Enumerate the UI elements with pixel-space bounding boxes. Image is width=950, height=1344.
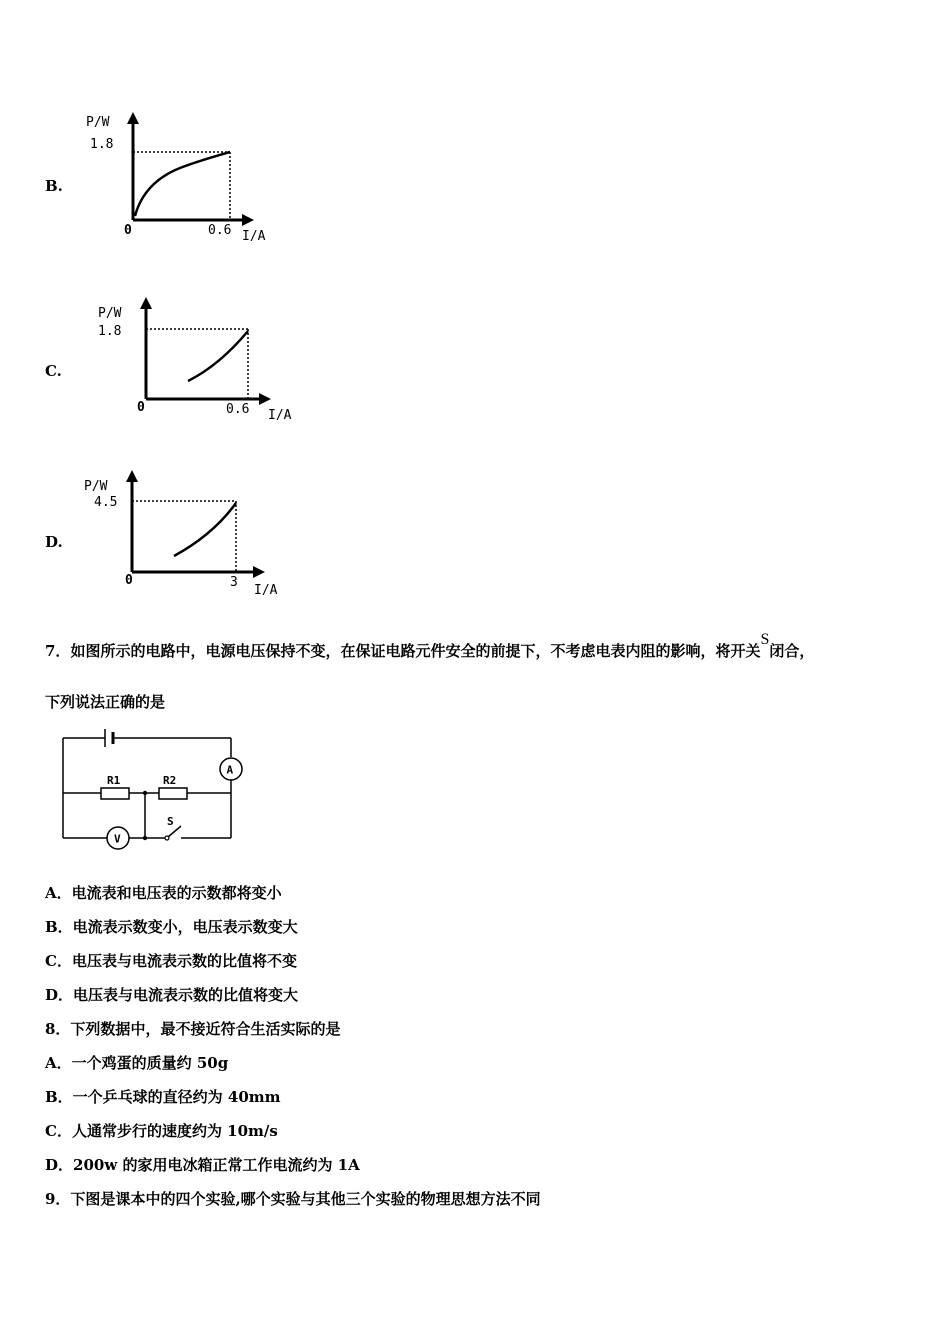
circuit-diagram: [55, 725, 255, 855]
graph-b-origin: 0: [124, 223, 132, 238]
r1-label: R1: [107, 774, 121, 787]
q8-option-d: D．200w 的家用电冰箱正常工作电流约为 1A: [45, 1156, 360, 1174]
q7-option-b: B．电流表示数变小，电压表示数变大: [45, 918, 298, 936]
graph-d-origin: 0: [125, 573, 133, 588]
resistor-r2: [159, 788, 187, 799]
q8-option-b: B．一个乒乓球的直径约为 40mm: [45, 1088, 281, 1106]
option-d-label: D.: [45, 533, 63, 551]
graph-b-y-arrow: [127, 112, 139, 124]
graph-c-x-arrow: [259, 393, 271, 405]
graph-c-curve: [188, 331, 248, 381]
graph-b-xlabel: I/A: [242, 229, 266, 244]
graph-b-ylabel: P/W: [86, 115, 110, 130]
graph-b-xmax: 0.6: [208, 223, 232, 238]
q7-option-c: C．电压表与电流表示数的比值将不变: [45, 952, 297, 970]
graph-c-xlabel: I/A: [268, 408, 292, 423]
graph-c-origin: 0: [137, 400, 145, 415]
graph-d-ylabel: P/W: [84, 479, 108, 494]
ammeter-label: A: [226, 763, 234, 777]
q9-stem: 9．下图是课本中的四个实验,哪个实验与其他三个实验的物理思想方法不同: [45, 1190, 541, 1208]
q7-number: 7．: [45, 642, 71, 660]
graph-b: [80, 108, 280, 248]
graph-d-ymax: 4.5: [94, 495, 118, 510]
graph-d-xlabel: I/A: [254, 583, 278, 598]
graph-c-y-arrow: [140, 297, 152, 309]
q7-switch-symbol: S: [760, 631, 770, 648]
q7-stem-part2: 闭合，: [769, 642, 815, 660]
option-b-label: B.: [45, 177, 63, 195]
resistor-r1: [101, 788, 129, 799]
graph-b-curve: [135, 152, 230, 216]
q7-option-d: D．电压表与电流表示数的比值将变大: [45, 986, 299, 1004]
graph-d-curve: [174, 503, 236, 556]
graph-d: [78, 468, 288, 603]
graph-d-xmax: 3: [230, 575, 238, 590]
graph-b-ymax: 1.8: [90, 137, 114, 152]
graph-b-x-arrow: [242, 214, 254, 226]
graph-c-ymax: 1.8: [98, 324, 122, 339]
voltmeter-label: V: [114, 832, 121, 846]
q7-option-a: A．电流表和电压表的示数都将变小: [45, 884, 282, 902]
q7-stem-line2: 下列说法正确的是: [45, 693, 166, 711]
switch-label: S: [167, 815, 174, 828]
graph-d-x-arrow: [253, 566, 265, 578]
option-c-label: C.: [45, 362, 62, 380]
q7-stem: [45, 631, 815, 661]
q8-stem: 8．下列数据中，最不接近符合生活实际的是: [45, 1020, 341, 1038]
q7-stem-part1: 如图所示的电路中，电源电压保持不变，在保证电路元件安全的前提下，不考虑电表内阻的影响，将开关: [70, 642, 761, 660]
graph-c-xmax: 0.6: [226, 402, 250, 417]
r2-label: R2: [163, 774, 177, 787]
graph-d-y-arrow: [126, 470, 138, 482]
q8-option-a: A．一个鸡蛋的质量约 50g: [45, 1054, 229, 1072]
q8-option-c: C．人通常步行的速度约为 10m/s: [45, 1122, 278, 1140]
graph-c: [92, 293, 302, 428]
graph-c-ylabel: P/W: [98, 306, 122, 321]
